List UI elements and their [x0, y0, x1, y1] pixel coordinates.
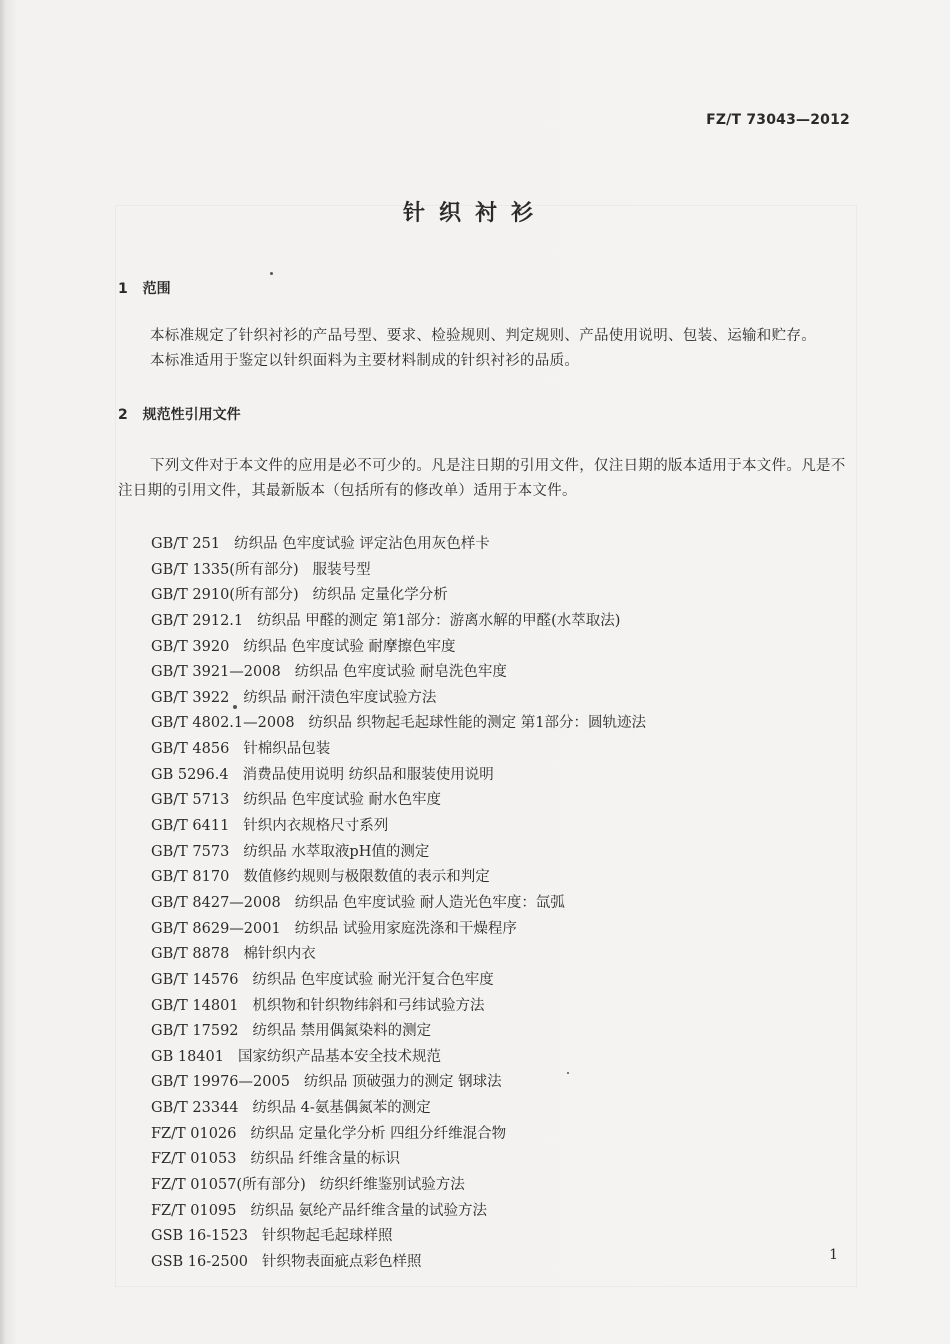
reference-item [151, 865, 646, 891]
page-number: 1 [829, 1247, 838, 1263]
reference-title: 服装号型 [312, 561, 371, 578]
reference-title: 纺织品 色牢度试验 耐人造光色牢度：氙弧 [294, 894, 565, 911]
reference-item [151, 660, 646, 686]
reference-code: GB/T 7573 [151, 843, 230, 860]
reference-title: 纺织品 定量化学分析 四组分纤维混合物 [250, 1125, 507, 1142]
reference-title: 针织物起毛起球样照 [262, 1228, 393, 1245]
reference-title: 纺织品 4-氨基偶氮苯的测定 [252, 1100, 431, 1117]
scan-speck [270, 272, 273, 275]
reference-item [151, 891, 646, 917]
reference-item [151, 1096, 646, 1122]
reference-list [151, 532, 646, 1276]
reference-item [151, 942, 646, 968]
reference-code: GB/T 14576 [151, 971, 239, 988]
reference-item [151, 1147, 646, 1173]
reference-code: GB/T 3920 [151, 638, 230, 655]
reference-item [151, 635, 646, 661]
reference-item [151, 1199, 646, 1225]
reference-item [151, 1045, 646, 1071]
section-2-heading [118, 404, 241, 424]
reference-code: GB/T 4856 [151, 741, 230, 758]
reference-code: GB/T 23344 [151, 1100, 239, 1117]
reference-code: GB/T 3922 [151, 689, 230, 706]
reference-title: 纺织品 氨纶产品纤维含量的试验方法 [250, 1202, 488, 1219]
reference-title: 纺织品 纤维含量的标识 [250, 1151, 401, 1168]
reference-title: 纺织品 甲醛的测定 第1部分：游离水解的甲醛(水萃取法) [257, 612, 621, 629]
reference-title: 纺织品 色牢度试验 耐摩擦色牢度 [243, 638, 456, 655]
reference-code: GB/T 2912.1 [151, 612, 244, 629]
reference-item [151, 609, 646, 635]
standard-number: FZ/T 73043—2012 [706, 112, 850, 128]
reference-code: FZ/T 01053 [151, 1151, 237, 1168]
section-1-heading [118, 278, 171, 298]
reference-code: GB 5296.4 [151, 766, 229, 783]
reference-title: 纺织纤维鉴别试验方法 [319, 1177, 465, 1194]
scope-paragraph-2: 本标准适用于鉴定以针织面料为主要材料制成的针织衬衫的品质。 [150, 353, 580, 369]
reference-title: 针棉织品包装 [243, 741, 331, 758]
reference-item [151, 1122, 646, 1148]
reference-item [151, 1250, 646, 1276]
reference-item [151, 532, 646, 558]
reference-code: GB/T 8878 [151, 946, 230, 963]
reference-code: GB/T 8170 [151, 869, 230, 886]
reference-item [151, 1019, 646, 1045]
reference-item [151, 1224, 646, 1250]
reference-code: GB/T 8629—2001 [151, 920, 281, 937]
reference-title: 纺织品 耐汗渍色牢度试验方法 [243, 689, 437, 706]
reference-title: 机织物和针织物纬斜和弓纬试验方法 [252, 997, 485, 1014]
reference-code: GB/T 5713 [151, 792, 230, 809]
reference-code: GB/T 4802.1—2008 [151, 715, 295, 732]
reference-item [151, 968, 646, 994]
reference-item [151, 686, 646, 712]
reference-code: GB/T 19976—2005 [151, 1074, 290, 1091]
scan-speck [233, 705, 237, 709]
reference-code: GB/T 1335(所有部分) [151, 561, 299, 578]
section-number: 1 [118, 281, 128, 297]
reference-code: GSB 16-1523 [151, 1228, 249, 1245]
reference-title: 纺织品 色牢度试验 耐皂洗色牢度 [294, 664, 507, 681]
document-title: 针织衬衫 [402, 201, 547, 226]
reference-title: 针织物表面疵点彩色样照 [262, 1253, 422, 1270]
reference-item [151, 737, 646, 763]
reference-code: GB/T 17592 [151, 1023, 239, 1040]
reference-title: 纺织品 织物起毛起球性能的测定 第1部分：圆轨迹法 [308, 715, 646, 732]
reference-title: 针织内衣规格尺寸系列 [243, 818, 389, 835]
reference-code: GB/T 3921—2008 [151, 664, 281, 681]
section-number: 2 [118, 407, 128, 423]
references-intro: 下列文件对于本文件的应用是必不可少的。凡是注日期的引用文件，仅注日期的版本适用于本文件。凡是不注日期的引用文件，其最新版本（包括所有的修改单）适用于本文件。 [118, 458, 846, 499]
reference-code: GSB 16-2500 [151, 1253, 249, 1270]
reference-title: 纺织品 水萃取液pH值的测定 [243, 843, 430, 860]
reference-item [151, 917, 646, 943]
reference-code: FZ/T 01026 [151, 1125, 237, 1142]
reference-title: 纺织品 禁用偶氮染料的测定 [252, 1023, 432, 1040]
reference-item [151, 840, 646, 866]
reference-title: 国家纺织产品基本安全技术规范 [237, 1048, 441, 1065]
reference-item [151, 583, 646, 609]
reference-title: 纺织品 顶破强力的测定 钢球法 [303, 1074, 502, 1091]
reference-item [151, 558, 646, 584]
reference-title: 数值修约规则与极限数值的表示和判定 [243, 869, 490, 886]
reference-item [151, 994, 646, 1020]
reference-code: GB/T 14801 [151, 997, 239, 1014]
reference-item [151, 763, 646, 789]
reference-title: 纺织品 色牢度试验 评定沾色用灰色样卡 [234, 536, 490, 552]
reference-code: GB/T 6411 [151, 818, 230, 835]
section-title: 范围 [142, 281, 171, 297]
reference-item [151, 814, 646, 840]
reference-title: 消费品使用说明 纺织品和服装使用说明 [242, 766, 494, 783]
reference-code: FZ/T 01095 [151, 1202, 237, 1219]
reference-code: FZ/T 01057(所有部分) [151, 1177, 306, 1194]
scope-paragraph-1: 本标准规定了针织衬衫的产品号型、要求、检验规则、判定规则、产品使用说明、包装、运输和贮存。 [150, 328, 816, 344]
reference-title: 纺织品 色牢度试验 耐光汗复合色牢度 [252, 971, 494, 988]
reference-item [151, 1070, 646, 1096]
reference-code: GB 18401 [151, 1048, 224, 1065]
section-title: 规范性引用文件 [142, 407, 241, 423]
reference-code: GB/T 8427—2008 [151, 894, 281, 911]
reference-title: 棉针织内衣 [243, 946, 316, 963]
reference-title: 纺织品 定量化学分析 [312, 587, 448, 604]
reference-code: GB/T 251 [151, 536, 221, 552]
reference-item [151, 788, 646, 814]
reference-item [151, 1173, 646, 1199]
reference-code: GB/T 2910(所有部分) [151, 587, 299, 604]
reference-item [151, 711, 646, 737]
reference-title: 纺织品 色牢度试验 耐水色牢度 [243, 792, 442, 809]
scan-speck [567, 1072, 569, 1074]
reference-title: 纺织品 试验用家庭洗涤和干燥程序 [294, 920, 517, 937]
